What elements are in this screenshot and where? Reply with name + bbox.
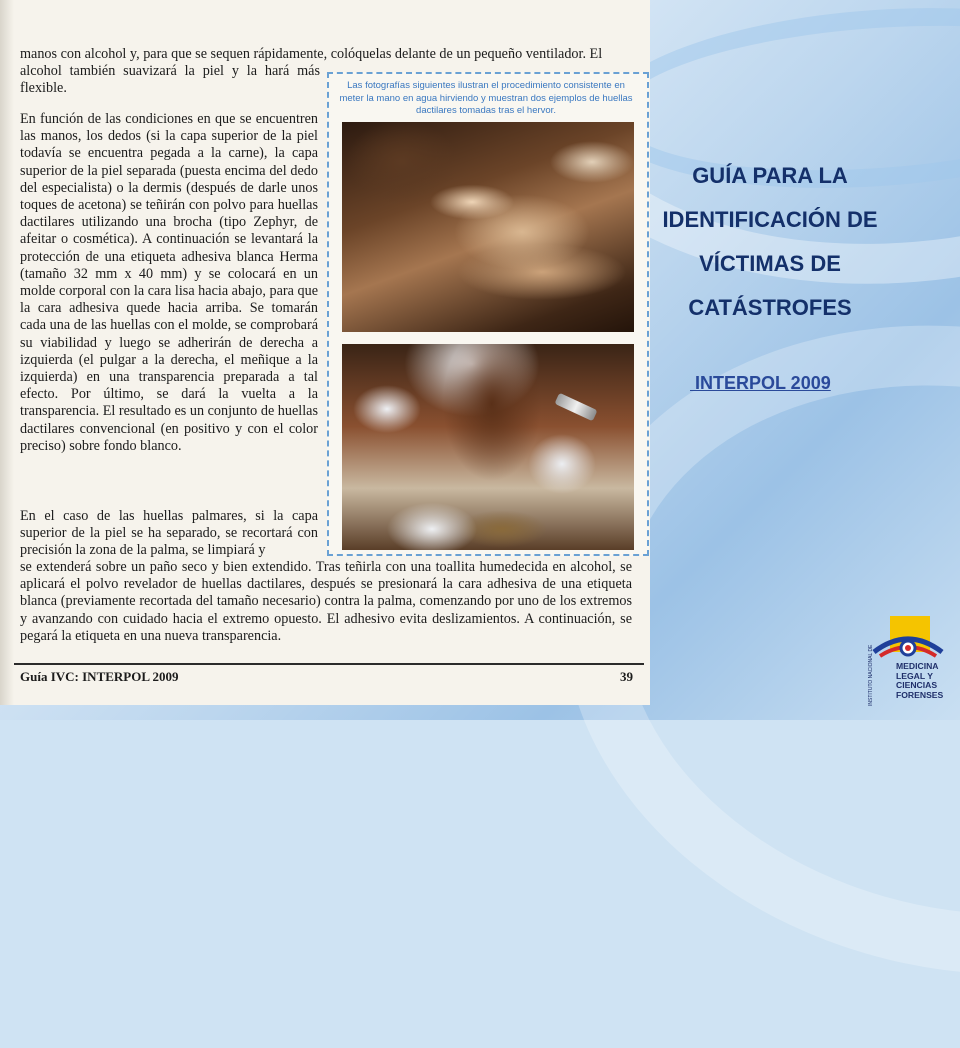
slide-subtitle: INTERPOL 2009 xyxy=(690,373,831,393)
slide-title-line: GUÍA PARA LA xyxy=(692,163,848,188)
document-paragraph: En función de las condiciones en que se encuentren las manos, los dedos (si la capa superior de la piel todavía se encuentra pegada a la carne), la capa superior de la piel separada (puesta encima del dedo del especialista) o la dermis (después de darle unos toques de acetona) se teñirán con polvo para huellas dactilares utilizando una brocha (tipo Zephyr, de afeitar o cosmética). A continuación se levantará la protección de una etiqueta adhesiva blanca Herma (tamaño 32 mm x 40 mm) y se colocará en un molde corporal con la cara lisa hacia abajo, para que la cara adhesiva quede hacia arriba. Se tomarán cada una de las huellas con el molde, se comprobará su viabilidad y luego se adherirán de derecha a izquierda (el pulgar a la derecha, el meñique a la izquierda) en una transparencia preparada a tal efecto. Por último, se dará la vuelta a la transparencia. El resultado es un conjunto de huellas dactilares convencional (en positivo y con el color preciso) sobre fondo blanco. xyxy=(20,111,318,454)
logo-line: CIENCIAS xyxy=(896,680,938,691)
slide-title-line: IDENTIFICACIÓN DE xyxy=(662,207,878,232)
footer-title: Guía IVC: INTERPOL 2009 xyxy=(20,669,179,684)
slide-title xyxy=(650,154,890,330)
document-text-line: alcohol también suavizará la piel y la hará más flexible. xyxy=(20,63,320,97)
document-paragraph: En el caso de las huellas palmares, si la capa superior de la piel se ha separado, se recortará con precisión la zona de la palma, se limpiará y xyxy=(20,508,318,559)
photo-fingerprint-procedure xyxy=(342,344,634,550)
logo-line: LEGAL Y xyxy=(896,670,933,681)
slide-title-line: CATÁSTROFES xyxy=(688,295,852,320)
figure-caption: Las fotografías siguientes ilustran el procedimiento consistente en meter la mano en agua hirviendo y muestran dos ejemplos de huellas dactilares tomadas tras el hervor. xyxy=(339,80,633,116)
logo-line: MEDICINA xyxy=(896,661,939,671)
page-gutter-shadow xyxy=(0,0,14,705)
photo-boiled-hand xyxy=(342,122,634,332)
document-paragraph: se extenderá sobre un paño seco y bien extendido. Tras teñirla con una toallita humedecida en alcohol, se aplicará el polvo revelador de huellas dactilares, después se presionará la cara adhesiva de una etiqueta blanca (previamente recortada del tamaño necesario) contra la palma, comenzando por uno de los extremos y avanzando con cuidado hacia el extremo opuesto. El adhesivo evita deslizamientos. A continuación, se pegará la etiqueta en una nueva transparencia. xyxy=(20,559,632,644)
slide-title-line: VÍCTIMAS DE xyxy=(699,251,841,276)
logo-wordmark xyxy=(896,662,956,700)
footer-rule xyxy=(14,663,644,665)
document-text-line: manos con alcohol y, para que se sequen rápidamente, colóquelas delante de un pequeño ventilador. El xyxy=(20,46,603,62)
logo-line: FORENSES xyxy=(896,689,944,700)
logo-side-text: INSTITUTO NACIONAL DE xyxy=(868,644,874,706)
page-number: 39 xyxy=(620,669,633,684)
logo-pupil xyxy=(905,645,911,651)
